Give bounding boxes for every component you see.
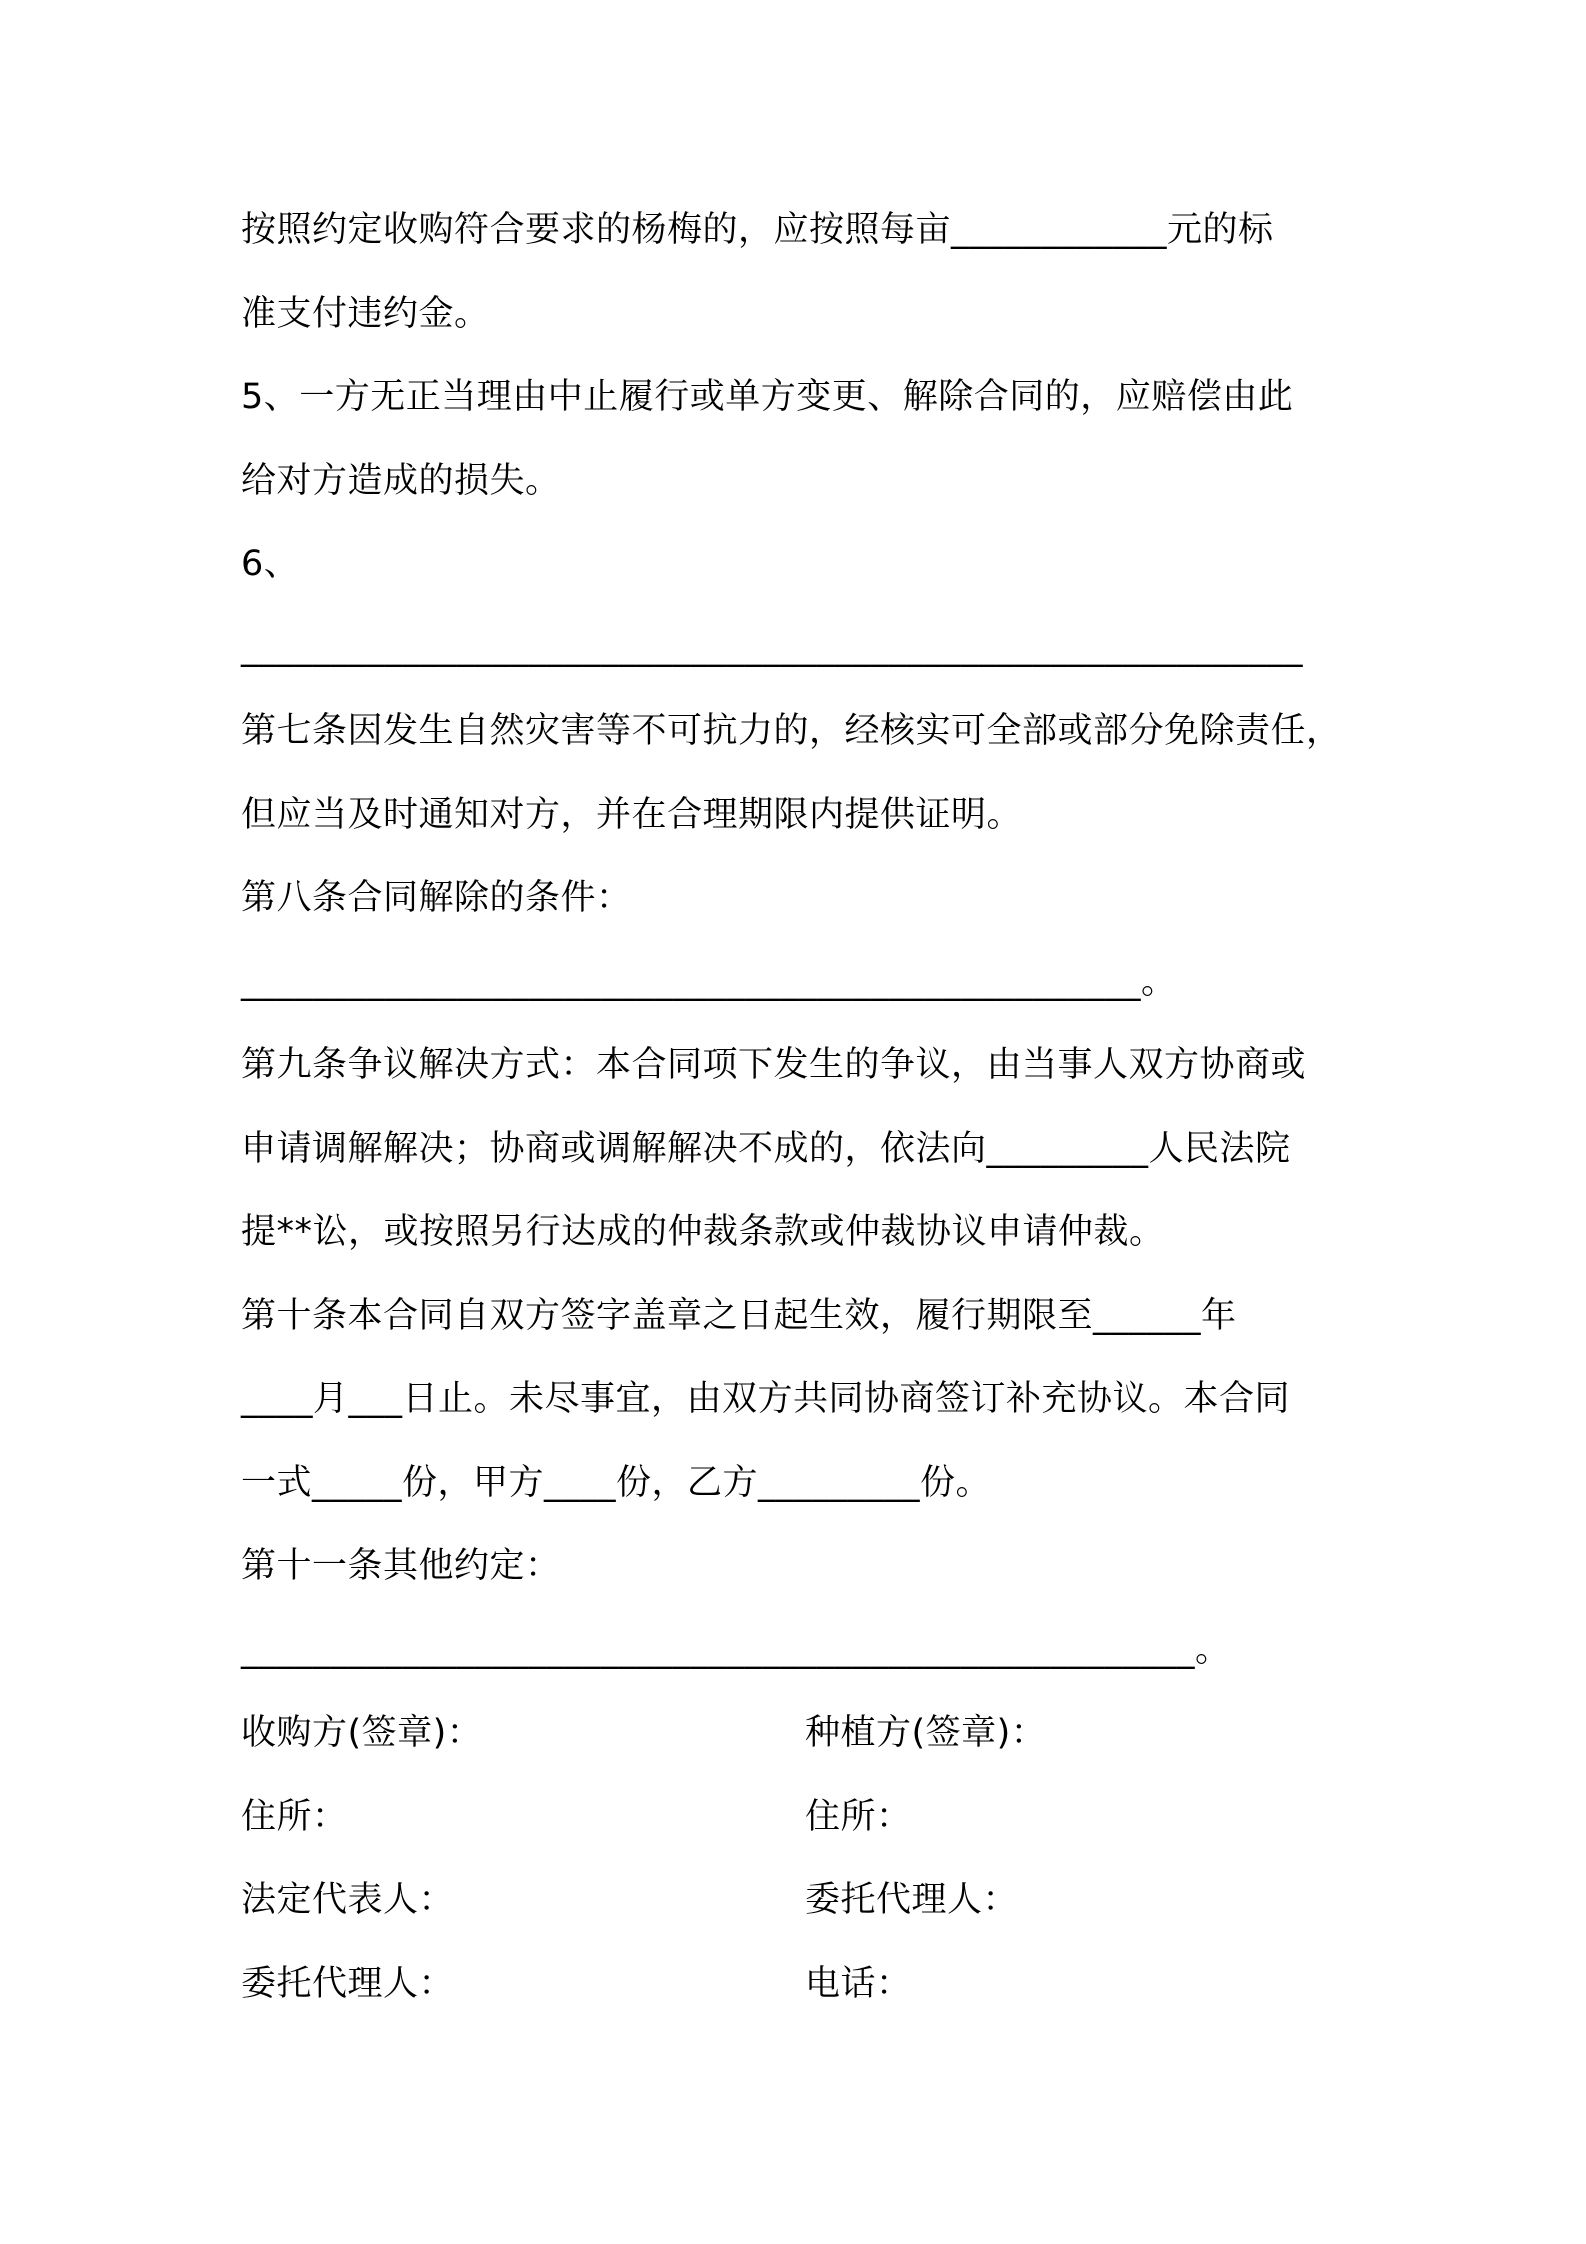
grower-signature-label: 种植方(签章)： <box>805 1713 1047 1753</box>
text-line: 一式_____份，甲方____份，乙方_________份。 <box>241 1463 992 1503</box>
text-line: 准支付违约金。 <box>241 294 490 334</box>
buyer-legal-rep-label: 法定代表人： <box>241 1880 455 1920</box>
text-line: 但应当及时通知对方，并在合理期限内提供证明。 <box>241 795 1023 835</box>
text-line: 申请调解解决；协商或调解解决不成的，依法向_________人民法院 <box>241 1129 1291 1169</box>
grower-agent-label: 委托代理人： <box>805 1880 1019 1920</box>
text-line: 给对方造成的损失。 <box>241 461 561 501</box>
blank-line: ___________________________________________________________ <box>241 628 1303 668</box>
text-line: 提**讼，或按照另行达成的仲裁条款或仲裁协议申请仲裁。 <box>241 1212 1165 1252</box>
text-line: 第八条合同解除的条件： <box>241 878 632 918</box>
text-line: 第九条争议解决方式：本合同项下发生的争议，由当事人双方协商或 <box>241 1045 1307 1085</box>
text-line: 第十一条其他约定： <box>241 1546 561 1586</box>
buyer-signature-label: 收购方(签章)： <box>241 1713 483 1753</box>
text-line: 6、 <box>241 544 300 584</box>
buyer-address-label: 住所： <box>241 1797 348 1837</box>
text-line: 5、一方无正当理由中止履行或单方变更、解除合同的，应赔偿由此 <box>241 377 1294 417</box>
buyer-agent-label: 委托代理人： <box>241 1964 455 2004</box>
text-line: 第七条因发生自然灾害等不可抗力的，经核实可全部或部分免除责任， <box>241 711 1342 751</box>
text-line: ____月___日止。未尽事宜，由双方共同协商签订补充协议。本合同 <box>241 1379 1291 1419</box>
blank-line: __________________________________________________。 <box>241 962 1177 1002</box>
grower-address-label: 住所： <box>805 1797 912 1837</box>
text-line: 按照约定收购符合要求的杨梅的，应按照每亩____________元的标 <box>241 210 1274 250</box>
text-line: 第十条本合同自双方签字盖章之日起生效，履行期限至______年 <box>241 1296 1237 1336</box>
grower-phone-label: 电话： <box>805 1964 912 2004</box>
blank-line: _____________________________________________________。 <box>241 1630 1231 1670</box>
